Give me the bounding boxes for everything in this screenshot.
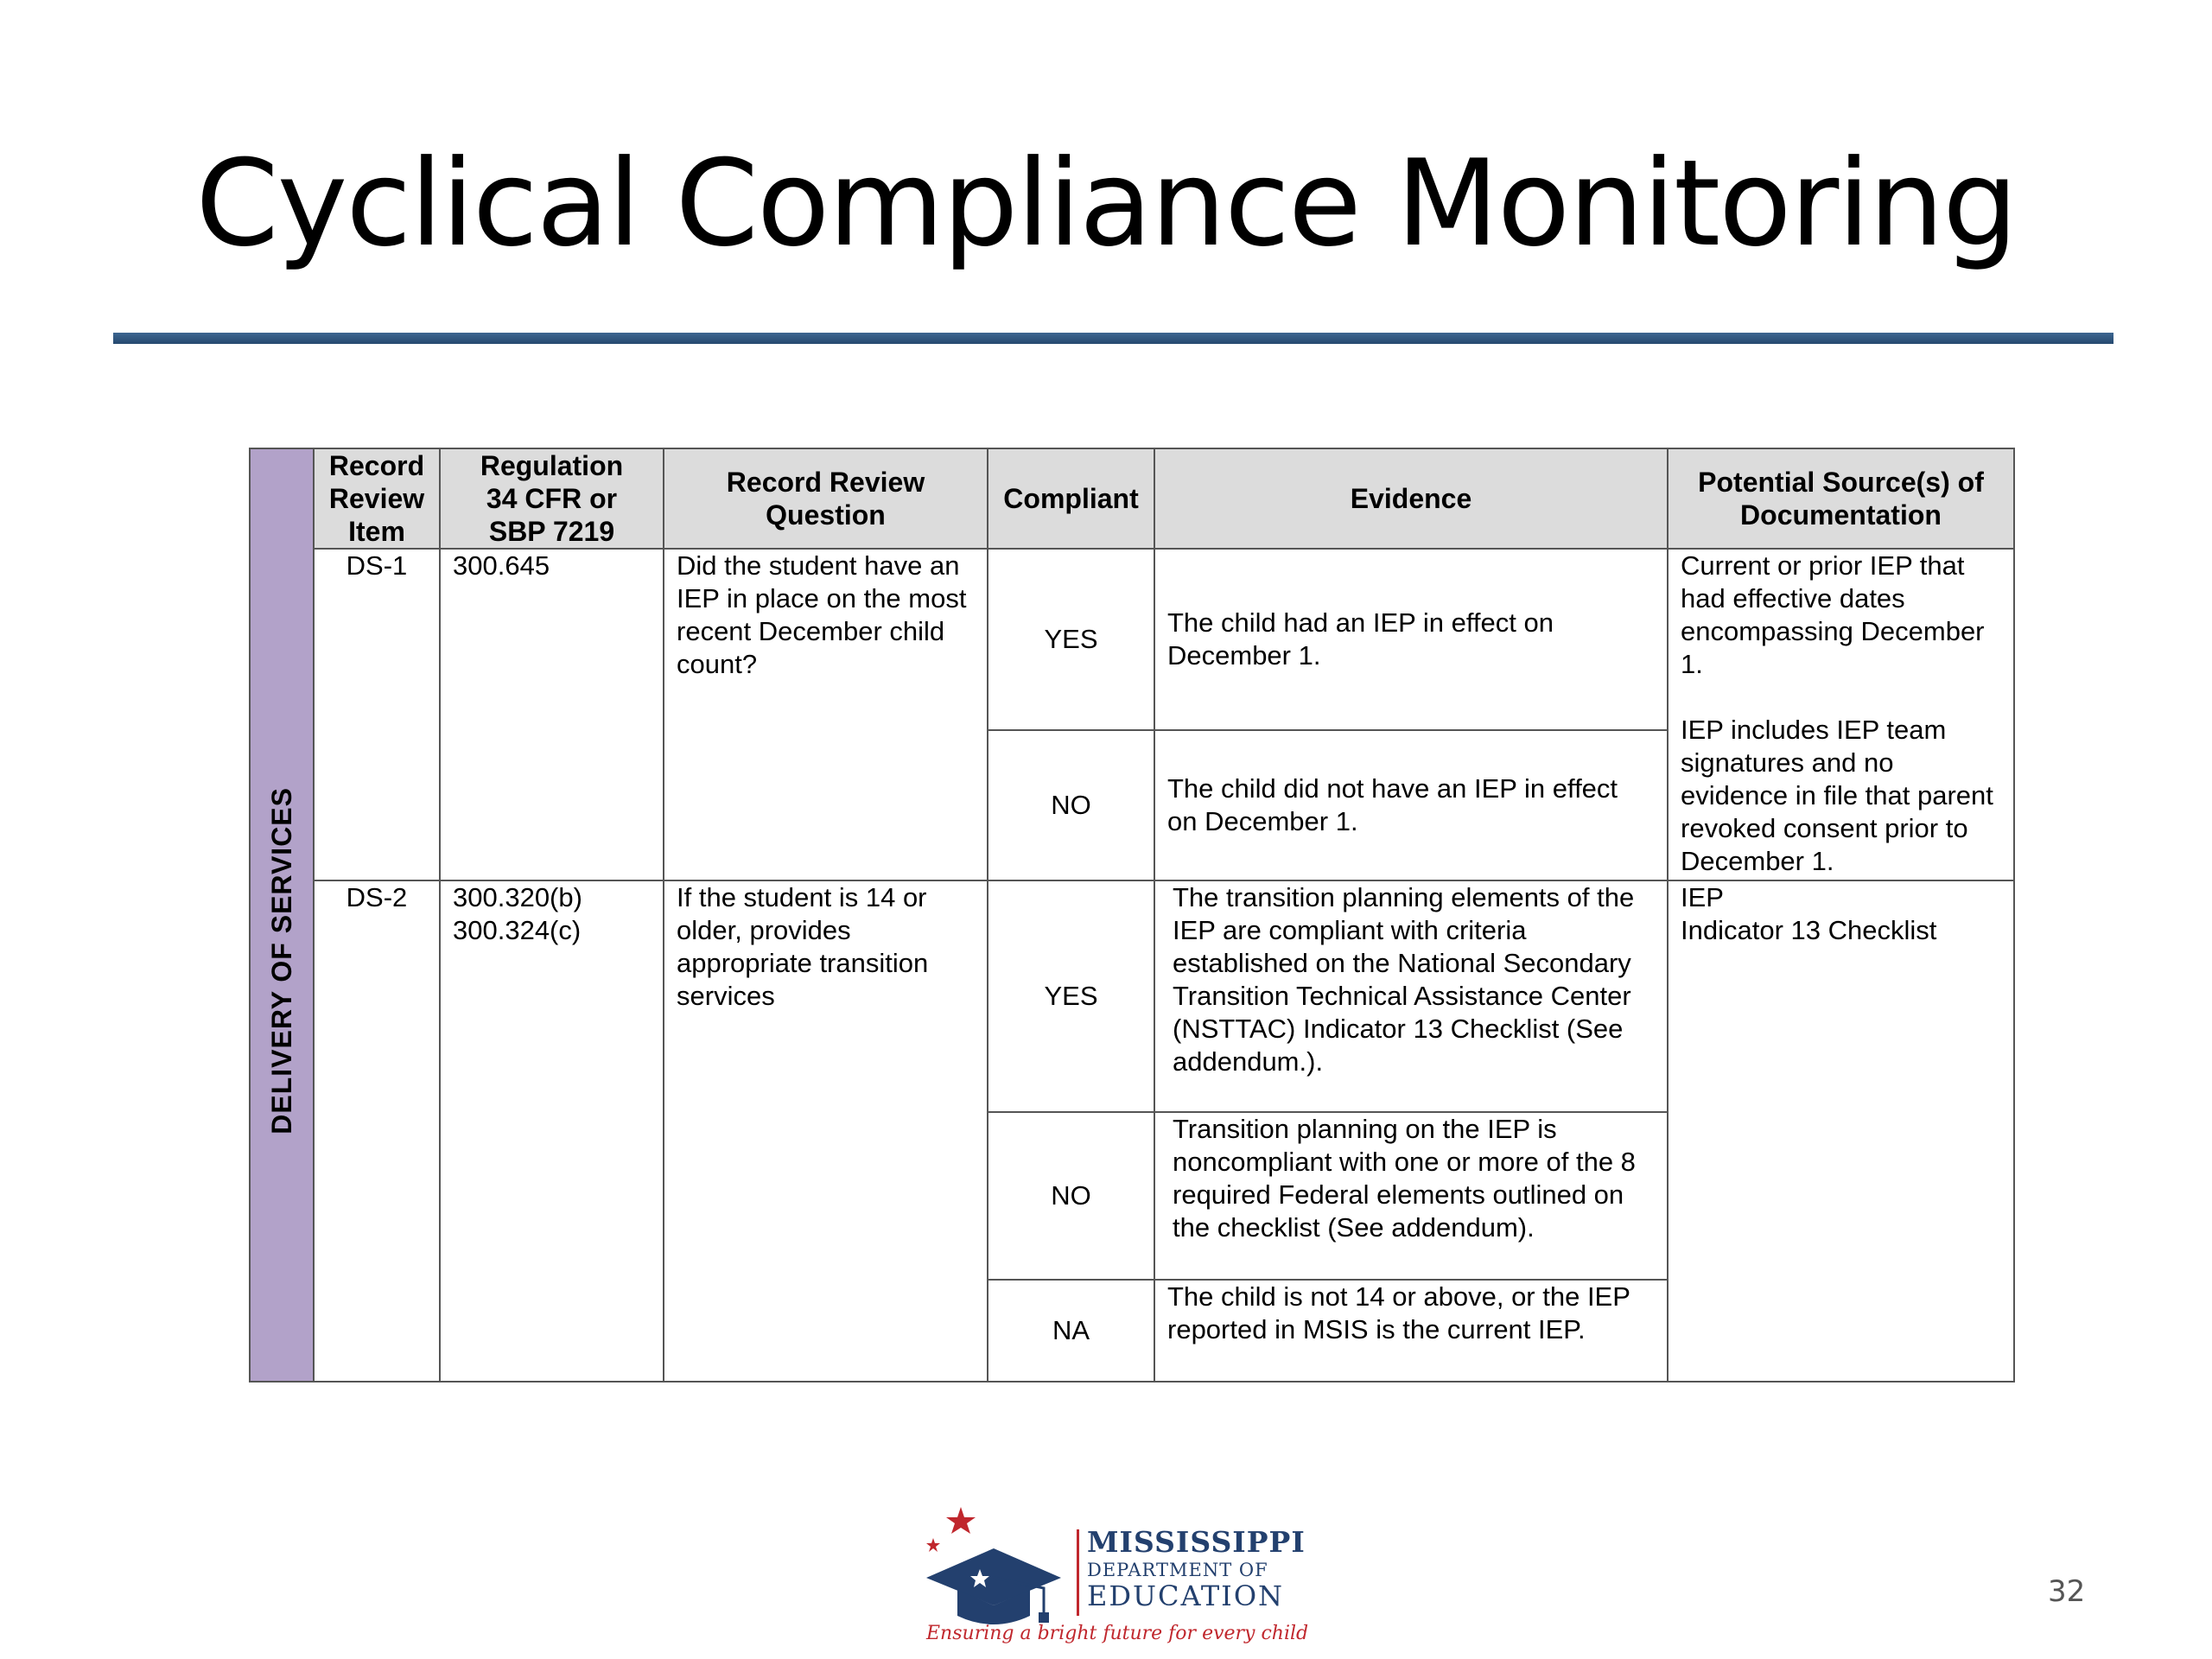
side-label-cell — [250, 549, 314, 1382]
slide-title: Cyclical Compliance Monitoring — [195, 134, 2017, 273]
documentation-cell: Current or prior IEP that had effective dates encompassing December 1. IEP includes IEP team signatures and no evidence in file that parent revoked consent prior to December 1. — [1668, 549, 2014, 880]
mde-logo — [923, 1495, 1309, 1659]
compliant-cell: NO — [988, 730, 1154, 880]
record-review-table — [249, 448, 2015, 1382]
regulation-cell: 300.320(b) 300.324(c) — [440, 880, 664, 1382]
logo-tagline: Ensuring a bright future for every child — [926, 1623, 1309, 1644]
side-label: DELIVERY OF SERVICES — [266, 787, 297, 1135]
header-regulation: Regulation 34 CFR or SBP 7219 — [440, 448, 664, 549]
evidence-cell: The transition planning elements of the IEP are compliant with criteria established on the National Secondary Transition Technical Assistance Center (NSTTAC) Indicator 13 Checklist (See addendum.). — [1154, 880, 1668, 1112]
header-question: Record Review Question — [664, 448, 988, 549]
evidence-cell: Transition planning on the IEP is noncompliant with one or more of the 8 required Federal elements outlined on the checklist (See addendum). — [1154, 1112, 1668, 1280]
header-record-review-item: Record Review Item — [314, 448, 440, 549]
header-compliant: Compliant — [988, 448, 1154, 549]
evidence-cell: The child had an IEP in effect on December 1. — [1154, 549, 1668, 730]
logo-line-1: MISSISSIPPI — [1087, 1525, 1306, 1559]
compliant-cell: YES — [988, 880, 1154, 1112]
compliant-cell: NA — [988, 1280, 1154, 1382]
evidence-cell: The child did not have an IEP in effect on December 1. — [1154, 730, 1668, 880]
regulation-cell: 300.645 — [440, 549, 664, 880]
question-cell: If the student is 14 or older, provides appropriate transition services — [664, 880, 988, 1382]
item-cell: DS-2 — [314, 880, 440, 1382]
logo-line-3: EDUCATION — [1087, 1580, 1285, 1612]
title-divider — [113, 333, 2113, 344]
header-evidence: Evidence — [1154, 448, 1668, 549]
table-row — [250, 549, 2014, 730]
evidence-cell: The child is not 14 or above, or the IEP reported in MSIS is the current IEP. — [1154, 1280, 1668, 1382]
page-number: 32 — [2048, 1574, 2086, 1609]
graduation-cap-icon — [923, 1495, 1087, 1624]
item-cell: DS-1 — [314, 549, 440, 880]
documentation-cell: IEP Indicator 13 Checklist — [1668, 880, 2014, 1382]
question-cell: Did the student have an IEP in place on the most recent December child count? — [664, 549, 988, 880]
logo-divider — [1077, 1529, 1079, 1616]
side-header-cell — [250, 448, 314, 549]
logo-wordmark — [1087, 1525, 1306, 1612]
table-row — [250, 880, 2014, 1112]
header-documentation: Potential Source(s) of Documentation — [1668, 448, 2014, 549]
compliant-cell: YES — [988, 549, 1154, 730]
table-header-row — [250, 448, 2014, 549]
compliant-cell: NO — [988, 1112, 1154, 1280]
logo-line-2: DEPARTMENT OF — [1087, 1560, 1268, 1580]
